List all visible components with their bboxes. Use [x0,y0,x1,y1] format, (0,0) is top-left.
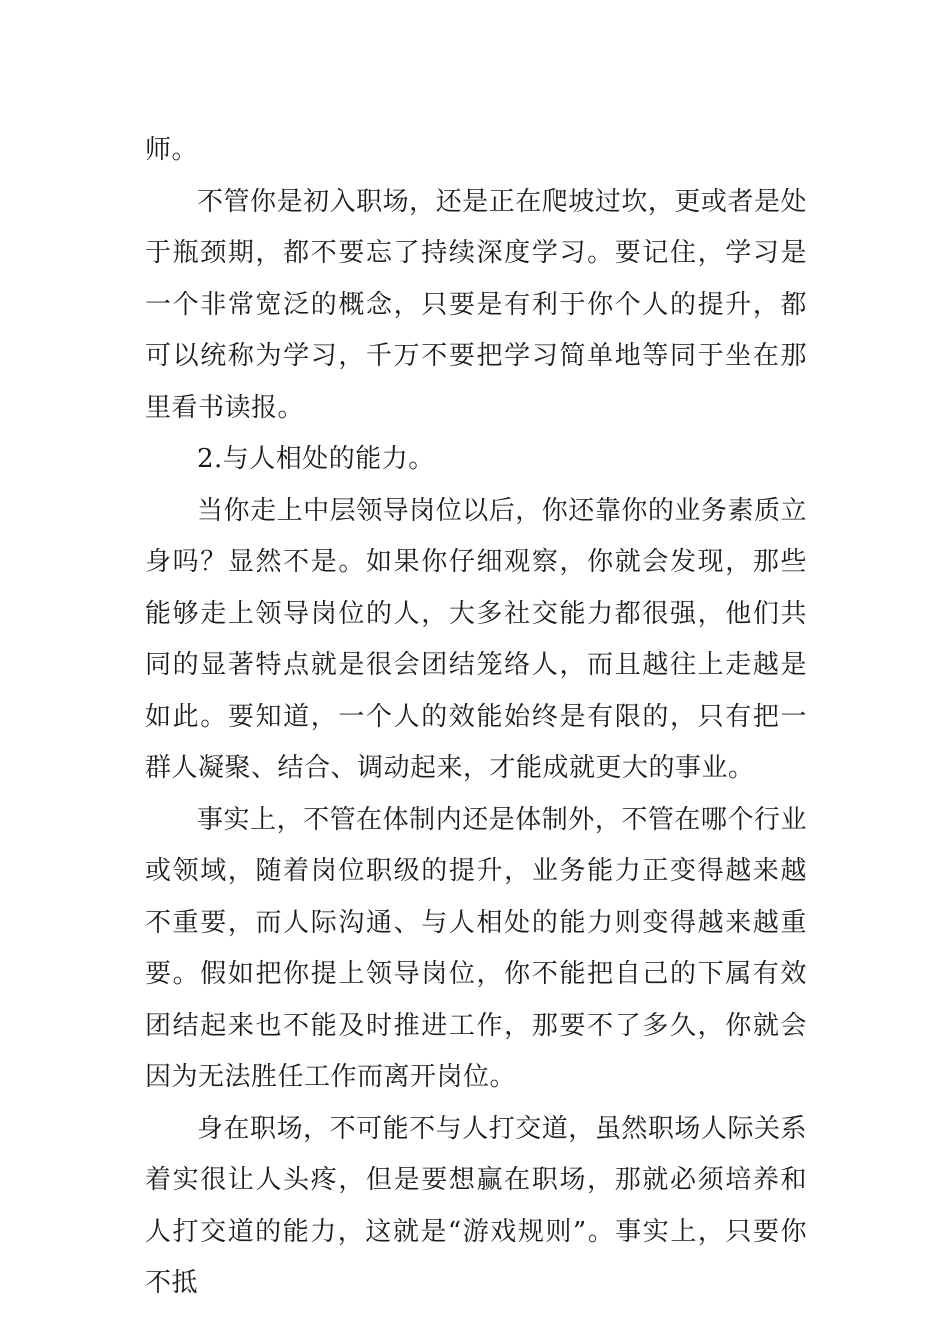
section-heading-people-skills: 2.与人相处的能力。 [197,444,435,474]
paragraph-workplace-relations: 身在职场，不可能不与人打交道，虽然职场人际关系着实很让人头疼，但是要想赢在职场，那就必须培养和人打交道的能力，这就是“游戏规则”。事实上，只要你不抵 [145,1113,807,1298]
document-body [145,125,807,1310]
paragraph-middle-management: 当你走上中层领导岗位以后，你还靠你的业务素质立身吗？显然不是。如果你仔细观察，你就会发现，那些能够走上领导岗位的人，大多社交能力都很强，他们共同的显著特点就是很会团结笼络人，而且越往上走越是如此。要知道，一个人的效能始终是有限的，只有把一群人凝聚、结合、调动起来，才能成就更大的事业。 [145,495,807,783]
paragraph-communication-importance: 事实上，不管在体制内还是体制外，不管在哪个行业或领域，随着岗位职级的提升，业务能力正变得越来越不重要，而人际沟通、与人相处的能力则变得越来越重要。假如把你提上领导岗位，你不能把自己的下属有效团结起来也不能及时推进工作，那要不了多久，你就会因为无法胜任工作而离开岗位。 [145,804,807,1092]
paragraph-continuous-learning: 不管你是初入职场，还是正在爬坡过坎，更或者是处于瓶颈期，都不要忘了持续深度学习。要记住，学习是一个非常宽泛的概念，只要是有利于你个人的提升，都可以统称为学习，千万不要把学习简单地等同于坐在那里看书读报。 [145,186,807,423]
paragraph-continuation: 师。 [145,135,199,165]
